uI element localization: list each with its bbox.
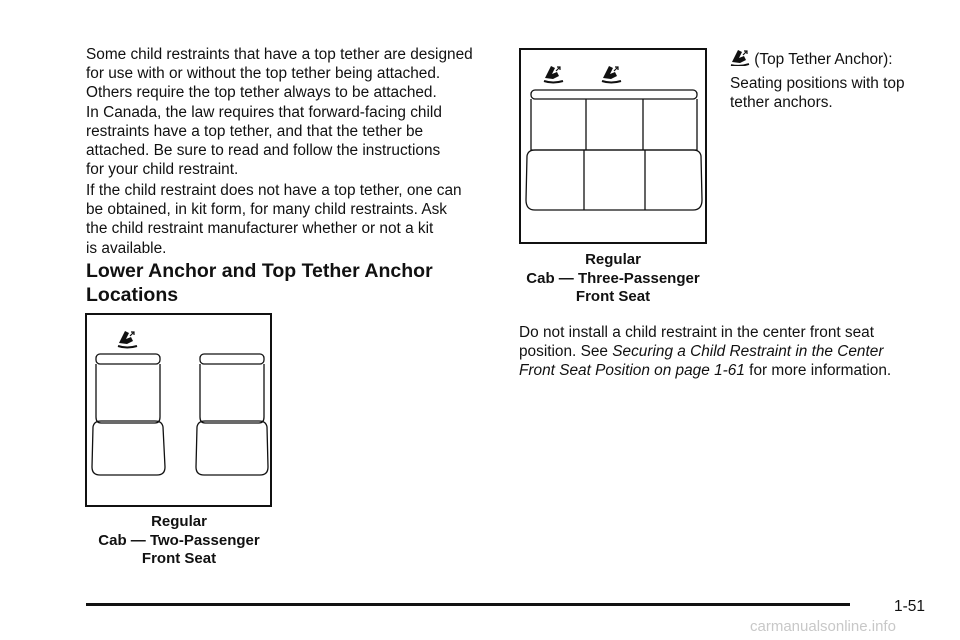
text-line: If the child restraint does not have a top tether, one can [86,182,462,199]
paragraph-top-tether-requirement [86,45,496,179]
top-tether-anchor-icon [602,66,621,83]
text-line: be obtained, in kit form, for many child restraints. Ask [86,201,447,219]
paragraph-center-seat-warning [519,323,919,381]
figure-caption-two-passenger [80,513,278,569]
footer-rule [86,603,850,606]
caption-line: Regular [151,513,207,530]
text-line: for your child restraint. [86,161,239,179]
cross-reference-link[interactable]: Securing a Child Restraint in the Center [612,343,884,361]
page-number: 1-51 [894,598,926,615]
figure-two-passenger-seat [85,313,272,507]
caption-line: Front Seat [141,550,217,567]
text-line: attached. Be sure to read and follow the instructions [86,142,441,160]
text-segment: for more information. [744,362,892,380]
text-line: Others require the top tether always to be attached. [86,84,437,102]
text-line: is available. [86,239,167,257]
legend-label: (Top Tether Anchor): [754,51,893,68]
figure-three-passenger-seat [519,48,707,244]
text-line: Do not install a child restraint in the center front seat [519,324,875,341]
right-seat [196,354,268,475]
paragraph-tether-kit [86,181,496,258]
legend-title-line [730,48,930,69]
three-passenger-seat-diagram [521,50,705,242]
watermark: carmanualsonline.info [750,618,896,635]
text-line [519,342,919,361]
top-tether-anchor-icon [544,66,563,83]
top-tether-anchor-icon [730,48,750,66]
bench-seat [526,90,702,210]
text-line: Some child restraints that have a top tether are designed [86,46,473,63]
section-heading [86,260,506,307]
heading-line: Locations [86,283,179,306]
legend-top-tether-anchor [730,48,930,113]
caption-line: Cab — Two-Passenger [98,531,260,549]
text-line: for use with or without the top tether being attached. [86,65,441,83]
two-passenger-seat-diagram [87,315,270,505]
left-seat [92,354,165,475]
heading-line: Lower Anchor and Top Tether Anchor [86,260,433,282]
cross-reference-link[interactable]: Front Seat Position on page 1-61 [519,362,745,380]
text-line: Seating positions with top [730,75,905,93]
caption-line: Front Seat [575,288,651,305]
text-line: In Canada, the law requires that forward-facing child [86,103,442,121]
caption-line: Cab — Three-Passenger [526,269,700,287]
text-line [519,361,919,380]
text-segment: position. See [519,343,613,361]
caption-line: Regular [585,251,641,268]
text-line: restraints have a top tether, and that the tether be [86,122,424,140]
top-tether-anchor-icon [118,331,137,348]
text-line: the child restraint manufacturer whether or not a kit [86,220,434,238]
text-line: tether anchors. [730,94,833,112]
figure-caption-three-passenger [508,251,718,307]
